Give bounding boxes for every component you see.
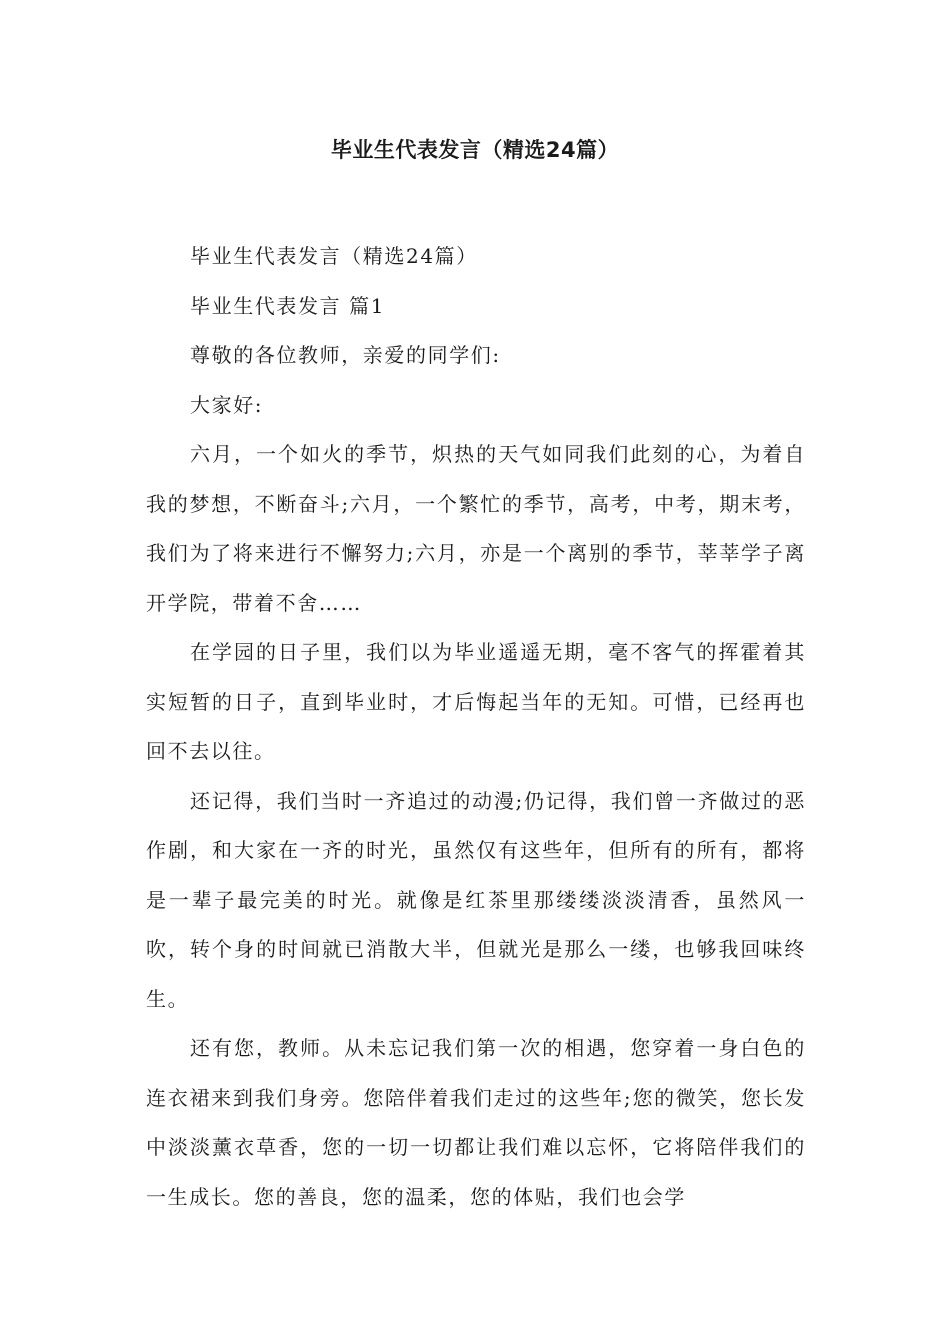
body-paragraph-greeting: 大家好: xyxy=(190,392,264,417)
body-paragraph: 还记得，我们当时一齐追过的动漫;仍记得，我们曾一齐做过的恶作剧，和大家在一齐的时光，虽然仅有这些年，但所有的所有，都将是一辈子最完美的时光。就像是红茶里那缕缕淡淡清香，虽然风一吹，转个身的时间就已消散大半，但就光是那么一缕，也够我回味终生。 xyxy=(146,788,806,1011)
body-paragraph-section-label: 毕业生代表发言 篇1 xyxy=(190,293,386,318)
body-paragraph: 还有您，教师。从未忘记我们第一次的相遇，您穿着一身白色的连衣裙来到我们身旁。您陪伴着我们走过的这些年;您的微笑，您长发中淡淡薰衣草香，您的一切一切都让我们难以忘怀，它将陪伴我们的一生成长。您的善良，您的温柔，您的体贴，我们也会学 xyxy=(146,1036,806,1209)
body-paragraph-salutation: 尊敬的各位教师，亲爱的同学们: xyxy=(190,343,501,367)
body-paragraph: 六月，一个如火的季节，炽热的天气如同我们此刻的心，为着自我的梦想，不断奋斗;六月，一个繁忙的季节，高考，中考，期末考，我们为了将来进行不懈努力;六月，亦是一个离别的季节，莘莘学子离开学院，带着不舍…… xyxy=(146,442,806,615)
body-paragraph: 在学园的日子里，我们以为毕业遥遥无期，毫不客气的挥霍着其实短暂的日子，直到毕业时，才后悔起当年的无知。可惜，已经再也回不去以往。 xyxy=(146,640,806,763)
document-body xyxy=(146,232,806,1222)
body-paragraph-heading: 毕业生代表发言（精选24篇） xyxy=(190,244,478,268)
document-title: 毕业生代表发言（精选24篇） xyxy=(330,138,620,162)
